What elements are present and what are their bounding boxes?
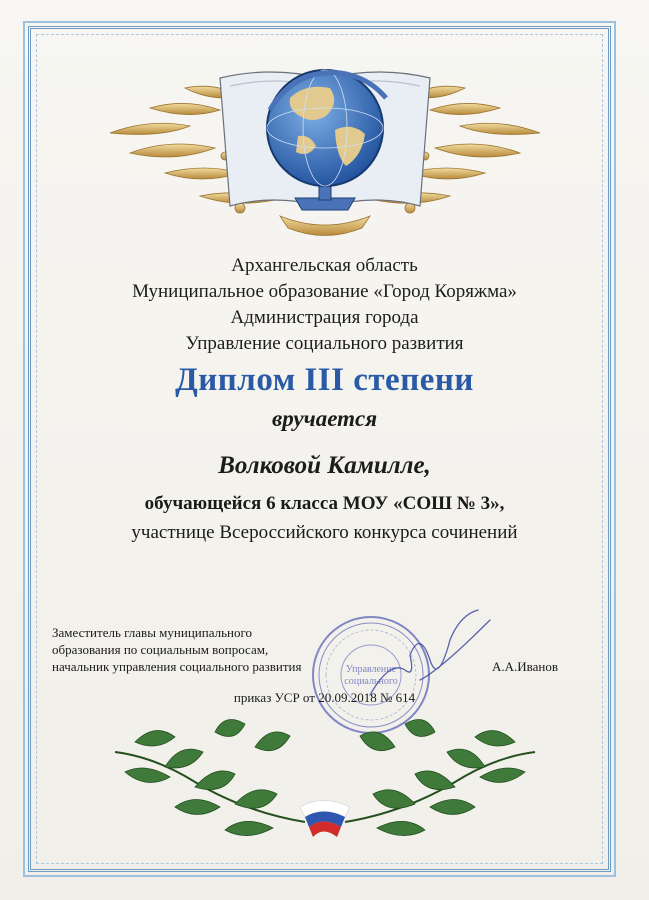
signatory-line: Заместитель главы муниципального — [52, 625, 252, 640]
right-green-branch — [345, 720, 535, 836]
signatory-name: А.А.Иванов — [492, 659, 558, 674]
department-name: Управление социального развития — [185, 333, 464, 354]
diploma-title: Диплом III степени — [175, 362, 474, 398]
region-name: Архангельская область — [231, 255, 418, 276]
student-description: обучающейся 6 класса МОУ «СОШ № 3», — [144, 493, 505, 514]
municipality-name: Муниципальное образование «Город Коряжма» — [132, 281, 517, 302]
stamp-center-line: Управление — [345, 664, 397, 675]
stamp-center-line: социального — [344, 676, 398, 687]
tricolor-ribbon — [300, 801, 350, 838]
signatory-line: образования по социальным вопросам, — [52, 642, 269, 657]
gold-ribbon — [280, 216, 370, 236]
green-laurel-wreath — [95, 712, 555, 860]
globe-book-emblem — [90, 38, 560, 238]
signatory-line: начальник управления социального развития — [52, 659, 302, 674]
recipient-name: Волковой Камилле, — [218, 452, 431, 479]
order-reference: приказ УСР от 20.09.2018 № 614 — [233, 690, 416, 705]
administration-name: Администрация города — [230, 307, 419, 328]
awarded-to-label: вручается — [271, 406, 378, 431]
contest-description: участнице Всероссийского конкурса сочинений — [131, 522, 518, 543]
left-green-branch — [115, 720, 305, 836]
